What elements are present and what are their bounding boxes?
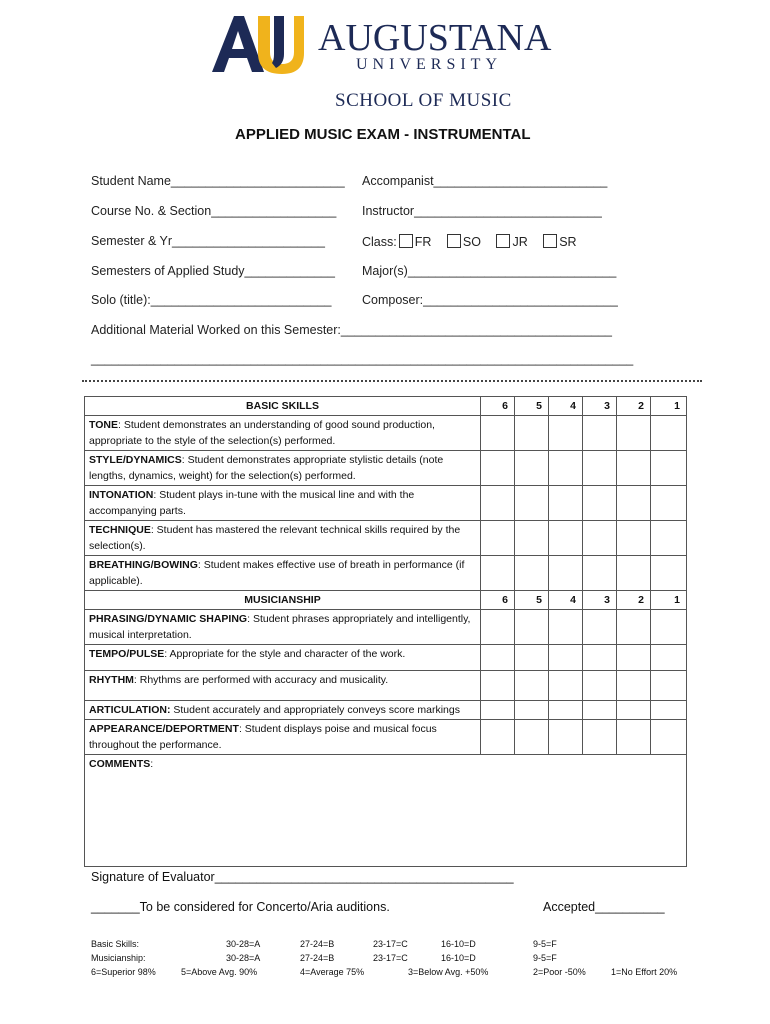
musicianship-header-row — [85, 591, 687, 610]
scale-1: 1=No Effort 20% — [611, 967, 678, 977]
score-cell[interactable] — [549, 416, 583, 451]
class-fr-label: FR — [414, 235, 432, 249]
class-group — [362, 234, 577, 249]
musicianship-heading: MUSICIANSHIP — [85, 591, 481, 610]
score-cell[interactable] — [583, 671, 617, 701]
criterion-desc: : Student makes effective use of breath in performance (if applicable). — [89, 559, 465, 587]
solo-title-field[interactable]: Solo (title):__________________________ — [91, 293, 332, 307]
grade-mus-label: Musicianship: — [91, 953, 146, 963]
score-cell[interactable] — [515, 556, 549, 591]
criterion-cell — [85, 671, 481, 701]
majors-field[interactable]: Major(s)______________________________ — [362, 264, 617, 278]
score-cell[interactable] — [583, 701, 617, 720]
criterion-name: INTONATION — [89, 489, 154, 501]
grade-a-basic: 30-28=A — [226, 939, 261, 949]
criterion-name: BREATHING/BOWING — [89, 559, 198, 571]
comments-box[interactable] — [85, 755, 687, 867]
score-header: 4 — [549, 591, 583, 610]
score-header: 6 — [481, 591, 515, 610]
criterion-name: TONE — [89, 419, 118, 431]
score-cell[interactable] — [651, 521, 687, 556]
score-cell[interactable] — [583, 486, 617, 521]
class-fr-checkbox[interactable] — [399, 234, 413, 248]
composer-field[interactable]: Composer:____________________________ — [362, 293, 618, 307]
score-cell[interactable] — [549, 451, 583, 486]
university-logo-icon — [212, 14, 308, 76]
criterion-row-phrasing — [85, 610, 687, 645]
class-label: Class: — [362, 235, 397, 249]
class-jr-checkbox[interactable] — [496, 234, 510, 248]
grade-d-basic: 16-10=D — [441, 939, 476, 949]
criterion-row-appearance — [85, 720, 687, 755]
score-cell[interactable] — [617, 720, 651, 755]
additional-material-field[interactable]: Additional Material Worked on this Semester:_______________________________________ — [91, 323, 613, 337]
scale-4: 4=Average 75% — [300, 967, 365, 977]
scale-3: 3=Below Avg. +50% — [408, 967, 489, 977]
criterion-desc: : Appropriate for the style and character of the work. — [164, 648, 406, 660]
score-cell[interactable] — [651, 671, 687, 701]
score-cell[interactable] — [549, 720, 583, 755]
score-cell[interactable] — [651, 645, 687, 671]
scale-2: 2=Poor -50% — [533, 967, 586, 977]
page-title: APPLIED MUSIC EXAM - INSTRUMENTAL — [235, 126, 531, 143]
score-cell[interactable] — [515, 451, 549, 486]
score-cell[interactable] — [549, 521, 583, 556]
score-cell[interactable] — [481, 645, 515, 671]
comments-row — [85, 755, 687, 867]
score-header: 4 — [549, 397, 583, 416]
class-jr-label: JR — [512, 235, 528, 249]
score-cell[interactable] — [651, 720, 687, 755]
score-header: 2 — [617, 397, 651, 416]
score-cell[interactable] — [481, 701, 515, 720]
class-so-label: SO — [462, 235, 481, 249]
score-cell[interactable] — [617, 486, 651, 521]
criterion-row-breathing — [85, 556, 687, 591]
score-cell[interactable] — [583, 521, 617, 556]
grade-b-basic: 27-24=B — [300, 939, 335, 949]
rubric-table — [84, 396, 687, 867]
instructor-field[interactable]: Instructor___________________________ — [362, 204, 602, 218]
score-cell[interactable] — [651, 416, 687, 451]
criterion-desc: : Student phrases appropriately and intelligently, musical interpretation. — [89, 613, 471, 641]
criterion-name: TEMPO/PULSE — [89, 648, 165, 660]
score-cell[interactable] — [583, 556, 617, 591]
score-cell[interactable] — [549, 486, 583, 521]
course-field[interactable]: Course No. & Section__________________ — [91, 204, 337, 218]
score-cell[interactable] — [617, 701, 651, 720]
score-header: 6 — [481, 397, 515, 416]
score-cell[interactable] — [617, 556, 651, 591]
score-cell[interactable] — [583, 610, 617, 645]
class-sr-label: SR — [559, 235, 577, 249]
criterion-desc: Student accurately and appropriately conveys score markings — [170, 704, 460, 716]
score-cell[interactable] — [481, 720, 515, 755]
score-cell[interactable] — [617, 521, 651, 556]
criterion-row-rhythm — [85, 671, 687, 701]
score-header: 1 — [651, 397, 687, 416]
criterion-name: TECHNIQUE — [89, 524, 151, 536]
criterion-row-technique — [85, 521, 687, 556]
criterion-name: STYLE/DYNAMICS — [89, 454, 182, 466]
logo-subtitle: UNIVERSITY — [356, 56, 502, 73]
score-cell[interactable] — [651, 556, 687, 591]
criterion-cell — [85, 521, 481, 556]
grade-basic-label: Basic Skills: — [91, 939, 140, 949]
score-cell[interactable] — [515, 416, 549, 451]
criterion-cell — [85, 416, 481, 451]
score-cell[interactable] — [515, 720, 549, 755]
score-cell[interactable] — [481, 416, 515, 451]
score-header: 1 — [651, 591, 687, 610]
grade-c-basic: 23-17=C — [373, 939, 408, 949]
logo-name: AUGUSTANA — [318, 17, 552, 59]
school-name: SCHOOL OF MUSIC — [335, 90, 512, 111]
score-cell[interactable] — [651, 701, 687, 720]
score-cell[interactable] — [515, 701, 549, 720]
criterion-cell — [85, 451, 481, 486]
class-sr-checkbox[interactable] — [543, 234, 557, 248]
comments-suffix: : — [150, 758, 154, 770]
comments-label: COMMENTS — [89, 758, 151, 770]
score-cell[interactable] — [549, 645, 583, 671]
score-cell[interactable] — [583, 645, 617, 671]
criterion-name: APPEARANCE/DEPORTMENT — [89, 723, 239, 735]
score-cell[interactable] — [617, 610, 651, 645]
score-cell[interactable] — [617, 645, 651, 671]
score-cell[interactable] — [481, 521, 515, 556]
score-cell[interactable] — [515, 610, 549, 645]
score-cell[interactable] — [617, 671, 651, 701]
basic-skills-header-row — [85, 397, 687, 416]
criterion-desc: : Student demonstrates appropriate stylistic details (note lengths, dynamics, weight) for the selection(s) performed. — [89, 454, 444, 482]
score-header: 3 — [583, 397, 617, 416]
score-cell[interactable] — [617, 451, 651, 486]
score-cell[interactable] — [481, 610, 515, 645]
score-header: 5 — [515, 591, 549, 610]
grade-f-basic: 9-5=F — [533, 939, 557, 949]
score-cell[interactable] — [651, 486, 687, 521]
criterion-row-tone — [85, 416, 687, 451]
concerto-audition-field[interactable]: _______To be considered for Concerto/Aria auditions. — [91, 900, 390, 914]
student-name-field[interactable]: Student Name_________________________ — [91, 174, 345, 188]
criterion-desc: : Student demonstrates an understanding of good sound production, appropriate to the style of the selection(s) performed. — [89, 419, 435, 447]
score-cell[interactable] — [583, 720, 617, 755]
score-header: 3 — [583, 591, 617, 610]
criterion-cell — [85, 556, 481, 591]
score-cell[interactable] — [549, 671, 583, 701]
criterion-name: RHYTHM — [89, 674, 134, 686]
criterion-cell — [85, 645, 481, 671]
grade-b-mus: 27-24=B — [300, 953, 335, 963]
criterion-name: ARTICULATION: — [89, 704, 171, 716]
criterion-cell — [85, 701, 481, 720]
score-cell[interactable] — [651, 610, 687, 645]
class-so-checkbox[interactable] — [447, 234, 461, 248]
criterion-name: PHRASING/DYNAMIC SHAPING — [89, 613, 248, 625]
criterion-cell — [85, 720, 481, 755]
grade-a-mus: 30-28=A — [226, 953, 261, 963]
criterion-row-style — [85, 451, 687, 486]
scale-5: 5=Above Avg. 90% — [181, 967, 258, 977]
dotted-divider — [82, 380, 702, 382]
criterion-desc: : Student plays in-tune with the musical line and with the accompanying parts. — [89, 489, 415, 517]
semester-field[interactable]: Semester & Yr______________________ — [91, 234, 325, 248]
score-cell[interactable] — [515, 645, 549, 671]
criterion-cell — [85, 486, 481, 521]
score-cell[interactable] — [481, 671, 515, 701]
score-cell[interactable] — [651, 451, 687, 486]
grade-d-mus: 16-10=D — [441, 953, 476, 963]
criterion-row-articulation — [85, 701, 687, 720]
score-cell[interactable] — [481, 556, 515, 591]
criterion-row-tempo — [85, 645, 687, 671]
criterion-desc: : Student has mastered the relevant technical skills required by the selection(s). — [89, 524, 461, 552]
evaluator-signature-field[interactable]: Signature of Evaluator___________________________________________ — [91, 870, 514, 884]
score-cell[interactable] — [549, 610, 583, 645]
criterion-cell — [85, 610, 481, 645]
score-cell[interactable] — [515, 671, 549, 701]
semesters-applied-field[interactable]: Semesters of Applied Study_____________ — [91, 264, 335, 278]
criterion-row-intonation — [85, 486, 687, 521]
score-cell[interactable] — [481, 451, 515, 486]
grade-f-mus: 9-5=F — [533, 953, 557, 963]
basic-skills-heading: BASIC SKILLS — [85, 397, 481, 416]
score-cell[interactable] — [549, 701, 583, 720]
score-cell[interactable] — [617, 416, 651, 451]
score-cell[interactable] — [583, 416, 617, 451]
accepted-field[interactable]: Accepted__________ — [543, 900, 665, 914]
score-header: 2 — [617, 591, 651, 610]
score-cell[interactable] — [515, 486, 549, 521]
score-cell[interactable] — [583, 451, 617, 486]
grade-c-mus: 23-17=C — [373, 953, 408, 963]
score-cell[interactable] — [481, 486, 515, 521]
criterion-desc: : Rhythms are performed with accuracy and musicality. — [133, 674, 389, 686]
scale-6: 6=Superior 98% — [91, 967, 156, 977]
score-cell[interactable] — [515, 521, 549, 556]
score-cell[interactable] — [549, 556, 583, 591]
score-header: 5 — [515, 397, 549, 416]
criterion-desc: : Student displays poise and musical focus throughout the performance. — [89, 723, 437, 751]
accompanist-field[interactable]: Accompanist_________________________ — [362, 174, 608, 188]
additional-material-line[interactable]: ______________________________________________________________________________ — [91, 352, 634, 366]
